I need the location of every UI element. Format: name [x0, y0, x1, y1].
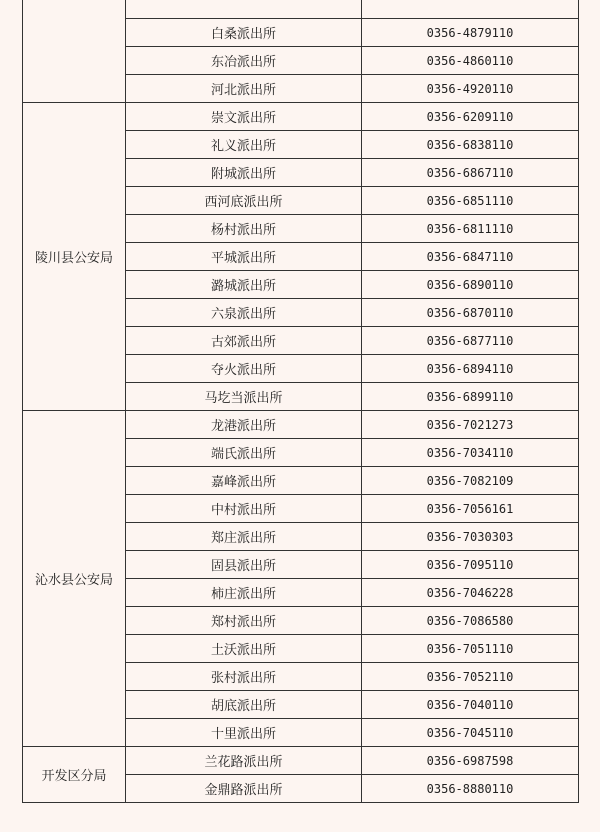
station-name-cell: 嘉峰派出所 [126, 467, 362, 495]
phone-number-cell: 0356-6987598 [362, 747, 579, 775]
station-name-cell: 兰花路派出所 [126, 747, 362, 775]
phone-number-cell: 0356-8880110 [362, 775, 579, 803]
station-name-cell: 柿庄派出所 [126, 579, 362, 607]
station-name-cell: 六泉派出所 [126, 299, 362, 327]
phone-number-cell: 0356-6811110 [362, 215, 579, 243]
phone-number-cell: 0356-7052110 [362, 663, 579, 691]
phone-number-cell [362, 0, 579, 19]
station-name-cell [126, 0, 362, 19]
bureau-name-cell: 陵川县公安局 [23, 103, 126, 411]
station-name-cell: 河北派出所 [126, 75, 362, 103]
table-row [23, 747, 579, 775]
phone-number-cell: 0356-6867110 [362, 159, 579, 187]
station-name-cell: 郑庄派出所 [126, 523, 362, 551]
phone-number-cell: 0356-7051110 [362, 635, 579, 663]
phone-number-cell: 0356-7082109 [362, 467, 579, 495]
station-name-cell: 端氏派出所 [126, 439, 362, 467]
station-name-cell: 土沃派出所 [126, 635, 362, 663]
table-body [23, 0, 579, 803]
phone-number-cell: 0356-6894110 [362, 355, 579, 383]
phone-number-cell: 0356-6209110 [362, 103, 579, 131]
phone-number-cell: 0356-6899110 [362, 383, 579, 411]
station-name-cell: 古郊派出所 [126, 327, 362, 355]
police-station-directory-table [22, 0, 579, 803]
phone-number-cell: 0356-6890110 [362, 271, 579, 299]
phone-number-cell: 0356-4860110 [362, 47, 579, 75]
station-name-cell: 礼义派出所 [126, 131, 362, 159]
phone-number-cell: 0356-7046228 [362, 579, 579, 607]
station-name-cell: 附城派出所 [126, 159, 362, 187]
station-name-cell: 中村派出所 [126, 495, 362, 523]
station-name-cell: 西河底派出所 [126, 187, 362, 215]
table-row [23, 0, 579, 19]
bureau-name-cell: 沁水县公安局 [23, 411, 126, 747]
phone-number-cell: 0356-7030303 [362, 523, 579, 551]
phone-number-cell: 0356-7021273 [362, 411, 579, 439]
phone-number-cell: 0356-4920110 [362, 75, 579, 103]
station-name-cell: 杨村派出所 [126, 215, 362, 243]
bureau-name-cell [23, 0, 126, 103]
phone-number-cell: 0356-6851110 [362, 187, 579, 215]
station-name-cell: 张村派出所 [126, 663, 362, 691]
station-name-cell: 固县派出所 [126, 551, 362, 579]
phone-number-cell: 0356-7034110 [362, 439, 579, 467]
table-row [23, 411, 579, 439]
station-name-cell: 潞城派出所 [126, 271, 362, 299]
station-name-cell: 郑村派出所 [126, 607, 362, 635]
station-name-cell: 夺火派出所 [126, 355, 362, 383]
station-name-cell: 金鼎路派出所 [126, 775, 362, 803]
phone-number-cell: 0356-6847110 [362, 243, 579, 271]
bureau-name-cell: 开发区分局 [23, 747, 126, 803]
station-name-cell: 马圪当派出所 [126, 383, 362, 411]
table-row [23, 103, 579, 131]
phone-number-cell: 0356-6877110 [362, 327, 579, 355]
station-name-cell: 崇文派出所 [126, 103, 362, 131]
station-name-cell: 十里派出所 [126, 719, 362, 747]
phone-number-cell: 0356-7086580 [362, 607, 579, 635]
station-name-cell: 平城派出所 [126, 243, 362, 271]
phone-number-cell: 0356-7056161 [362, 495, 579, 523]
phone-number-cell: 0356-7095110 [362, 551, 579, 579]
station-name-cell: 胡底派出所 [126, 691, 362, 719]
station-name-cell: 白桑派出所 [126, 19, 362, 47]
phone-number-cell: 0356-7045110 [362, 719, 579, 747]
phone-number-cell: 0356-7040110 [362, 691, 579, 719]
phone-number-cell: 0356-6838110 [362, 131, 579, 159]
phone-number-cell: 0356-6870110 [362, 299, 579, 327]
station-name-cell: 东冶派出所 [126, 47, 362, 75]
station-name-cell: 龙港派出所 [126, 411, 362, 439]
phone-number-cell: 0356-4879110 [362, 19, 579, 47]
